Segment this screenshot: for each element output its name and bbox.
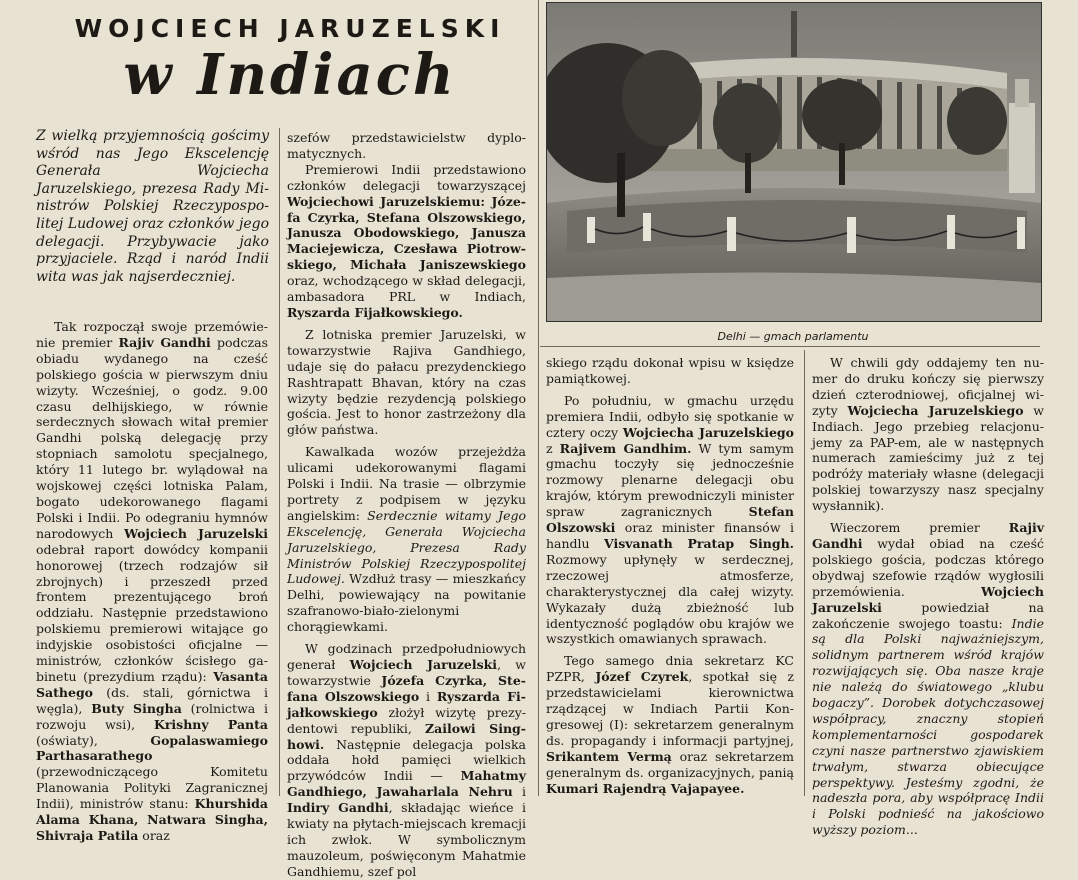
text: Rozmowy upłynęły w serdecznej, rzeczowej atmosferze, charakterystycznej dla całej wizyty. Wykazały dużą zbieżność lub identyczność poglądów obu krajów we wszystkich omawianych sprawach. (546, 551, 794, 647)
column-3 (546, 355, 794, 796)
headline (40, 14, 540, 108)
text: podczas obiadu wydanego na cześć polskiego gościa w pierwszym dniu wizyty. Wcześniej, o godz. 9.00 czasu delhijskiego, w równie serdecznych słowach witał premier Gandhi polską delegację przy stopniach samolotu specjalnego, który 11 lutego br. wylądował na wojskowej części lotniska Palam, bogato udekorowanego flagami Polski i Indii. Po odegraniu hymnów narodowych (36, 334, 268, 541)
bold-text: Wojciech Jaruzelski (812, 583, 1044, 615)
text: wydał obiad na cześć polskiego gościa, podczas którego obydwaj szefowie rządów wygłosili przemówienia. (812, 535, 1044, 599)
column-1 (36, 319, 268, 844)
bold-text: Stefan Olszowski (546, 504, 794, 536)
text: Wzdłuż trasy — mieszkańcy Delhi, powiewający na powitanie szafranowo-biało-zielonymi chorągiewkami. (287, 571, 526, 635)
text: oraz minister finansów i handlu (546, 520, 794, 551)
paragraph (546, 653, 794, 796)
bold-text: Gopalaswamiego Parthasarathego (36, 732, 268, 764)
bold-text: Krishny Panta (153, 716, 269, 732)
column-rule (540, 346, 1040, 347)
text: oraz (138, 828, 170, 843)
bold-text: Wojciech Jaruzelski (124, 525, 268, 541)
text: W tym samym gmachu toczyły się jednocześnie rozmowy plenarne delegacji obu krajów, którym prewodniczyli minister spraw zagranicznych (546, 440, 794, 520)
bold-text: Ryszarda Fijałkowskiego. (287, 304, 463, 320)
bold-text: Józefa Czyrka, Stefana Olszowskiego (287, 672, 526, 704)
text: , w towarzystwie (287, 657, 526, 688)
text: Kawalkada wozów przejeżdża ulicami udekorowanymi flagami Polski i Indii. Na trasie — olbrzymie portrety z podpisem w języku angielskim: (287, 444, 526, 523)
parliament-photo (546, 2, 1042, 322)
bold-text: Buty Singha (91, 700, 182, 716)
paragraph: szefów przedstawicielstw dyplomatycznych. (287, 130, 526, 161)
text: , spotkał się z przedstawicielami kierownictwa rządzącej w Indiach Partii Kongresowej (I): sekretarzem generalnym ds. propagandy i informacji partyjnej, (546, 669, 794, 748)
text: złożył wizytę prezydentowi republiki, (287, 704, 526, 736)
bold-text: Vasanta Sathego (36, 668, 268, 700)
paragraph (812, 355, 1044, 514)
text: powiedział na zakończenie swojego toastu: (812, 599, 1044, 631)
text: i (512, 784, 526, 800)
bold-text: Khurshida Alama Khana, Natwara Singha, Shivraja Patila (36, 796, 268, 843)
paragraph (287, 444, 526, 635)
column-rule (279, 128, 280, 796)
bold-text: Zailowi Singhowi. (287, 720, 526, 752)
column-rule (538, 0, 539, 796)
bold-text: Wojciechowi Jaruzelskiemu: Józefa Czyrka, Stefana Olszowskiego, Janusza Obodowskiego, Janusza Maciejewicza, Czesława Piotrowskiego, Michała Janiszewskiego (287, 193, 526, 273)
italic-text: Serdecznie witamy Jego Ekscelencję, Generała Wojciecha Jaruzelskiego, Prezesa Rady Ministrów Polskiej Rzeczypospolitej Ludowej. (287, 507, 526, 587)
bold-text: Rajiv Gandhi (118, 334, 211, 350)
headline-name: WOJCIECH JARUZELSKI (74, 14, 506, 43)
bold-text: Mahatmy Gandhiego, Jawaharlala Nehru (287, 768, 526, 800)
text: W godzinach przedpołudniowych generał (287, 641, 526, 672)
parliament-illustration (547, 3, 1041, 321)
text: oraz, wchodzącego w skład delegacji, ambasadora PRL w Indiach, (287, 273, 526, 305)
text: z (546, 440, 560, 456)
bold-text: Kumari Rajendrą Vajapayee. (546, 780, 745, 796)
text: odebrał raport dowódcy kompanii honorowej (trzech rodzajów sił zbrojnych) i przeszedł przed frontem prezentującego broń oddziału. Następnie przedstawiono polskiemu premierowi witające go indyjskie osobistości oficjalne — ministrów, członków ścisłego gabinetu (prezydium rządu): (36, 541, 268, 684)
paragraph (812, 520, 1044, 838)
headline-subtitle: w Indiach (123, 42, 457, 108)
bold-text: Wojciecha Jaruzelskiego (622, 424, 794, 440)
text: Po południu, w gmachu urzędu premiera Indii, odbyło się spotkanie w cztery oczy (546, 392, 794, 440)
text: Tak rozpoczął swoje przemówienie premier (36, 319, 268, 350)
bold-text: Rajiv Gandhi (812, 520, 1044, 551)
text: (ds. stali, górnictwa i węgla), (36, 684, 268, 716)
paragraph: skiego rządu dokonał wpisu w księdze pamiątkowej. (546, 355, 794, 386)
bold-text: Visvanath Pratap Singh. (604, 535, 795, 551)
text: i (419, 688, 437, 704)
column-rule (804, 350, 805, 796)
bold-text: Wojciech Jaruzelski (349, 657, 498, 672)
bold-text: Rajivem Gandhim. (559, 440, 692, 456)
column-2 (287, 130, 526, 880)
text: oraz sekretarzem generalnym ds. organizacyjnych, panią (546, 748, 794, 780)
paragraph (287, 162, 526, 321)
photo-caption: Delhi — gmach parlamentu (717, 330, 869, 343)
bold-text: Józef Czyrek (595, 669, 689, 685)
text: (oświaty), (36, 732, 151, 748)
italic-text: Indie są dla Polski najważniejszym, solidnym partnerem wśród krajów rozwijających się. Oba nasze kraje nie należą do światowego „klubu bogaczy”. Dorobek dotychczasowej współpracy, znaczny stopień komplementarności gospodarek czyni nasze partnerstwo zjawiskiem trwałym, stwarza obiecujące perspektywy. Jesteśmy zgodni, że nadeszła pora, aby współpracę Indii i Polski podnieść na jakościowo wyższy poziom... (812, 615, 1044, 838)
text: (rolnictwa i rozwoju wsi), (36, 700, 269, 732)
text: (przewodniczącego Komitetu Planowania Polityki Zagranicznej Indii), ministrów stanu: (36, 764, 268, 812)
text: Tego samego dnia sekretarz KC PZPR, (546, 653, 794, 685)
text: W chwili gdy oddajemy ten numer do druku kończy się pierwszy dzień czterodniowej, oficjalnej wizyty (812, 355, 1044, 418)
text: Premierowi Indii przedstawiono członków delegacji towarzyszącej (287, 161, 526, 193)
paragraph (36, 319, 268, 844)
bold-text: Ryszarda Fijałkowskiego (287, 688, 526, 720)
text: w Indiach. Jego przebieg relacjonujemy za PAP-em, ale w następnych numerach zamieścimy już z tej podróży materiały własne (delegacji polskiej towarzyszy nasz specjalny wysłannik). (812, 402, 1044, 514)
paragraph: Z lotniska premier Jaruzelski, w towarzystwie Rajiva Gandhiego, udaje się do pałacu prezydenckiego Rashtrapatt Bhavan, który na czas wizyty będzie rezydencją polskiego gościa. Jest to honor zastrzeżony dla głów państwa. (287, 326, 526, 438)
bold-text: Wojciecha Jaruzelskiego (847, 402, 1024, 418)
text: Wieczorem premier (830, 520, 1009, 536)
bold-text: Srikantem Vermą (546, 748, 672, 764)
paragraph (287, 641, 526, 880)
text: , składając wieńce i kwiaty na płytach-miejscach kremacji ich zwłok. W symbolicznym mauzoleum, poświęconym Mahatmie Gandhiemu, szef pol (287, 800, 526, 879)
text: Następnie delegacja polska oddała hołd pamięci wielkich przywódców Indii — (287, 736, 526, 784)
lead-paragraph: Z wielką przyjemnością gościmy wśród nas Jego Ekscelencję Generała Wojciecha Jaruzelskiego, prezesa Rady Ministrów Polskiej Rzeczypospolitej Ludowej oraz członków jego delegacji. Przybywacie jako przyjaciele. Rząd i naród Indii wita was jak najserdeczniej. (36, 128, 269, 285)
paragraph (546, 393, 794, 648)
column-4 (812, 355, 1044, 838)
bold-text: Indiry Gandhi (287, 800, 389, 816)
